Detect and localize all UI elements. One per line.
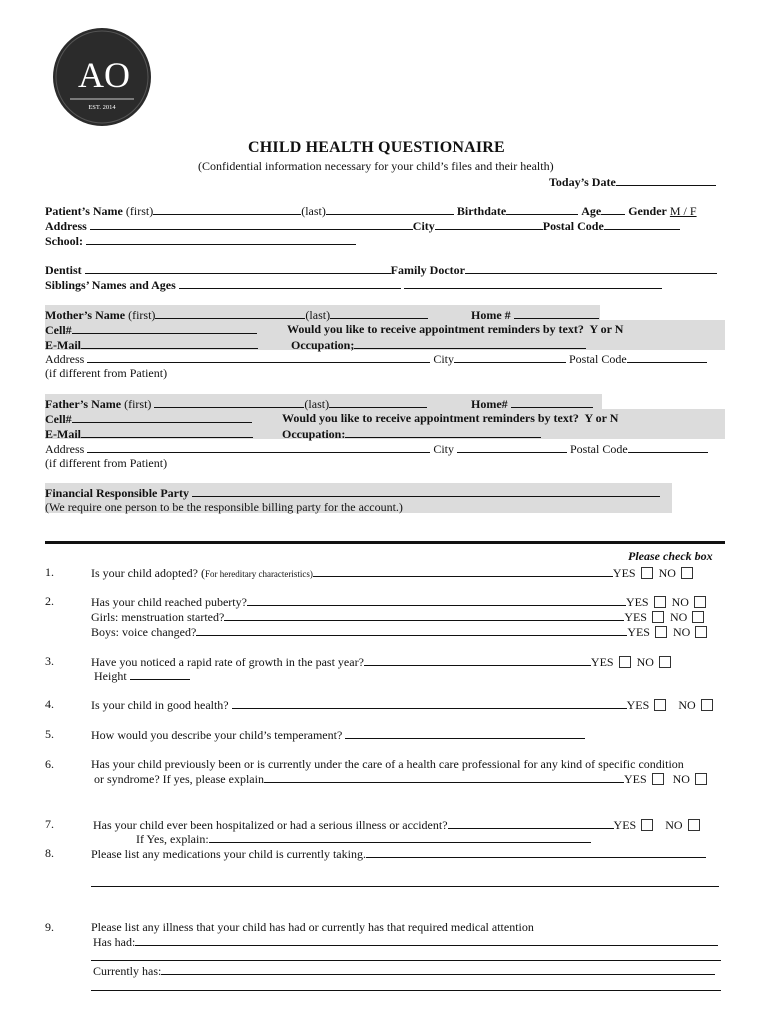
q9-had-input[interactable] xyxy=(135,934,718,946)
q7-no-label: NO xyxy=(665,818,683,832)
q7-number: 7. xyxy=(45,817,54,831)
mother-last-input[interactable] xyxy=(330,307,428,319)
q9-current-extra-line[interactable] xyxy=(91,990,721,991)
logo-monogram: AO xyxy=(78,55,130,95)
q9-current-row xyxy=(93,963,715,978)
q1-no-checkbox[interactable] xyxy=(681,567,693,579)
financial-row xyxy=(45,485,660,500)
q3-height-row xyxy=(94,668,190,683)
mother-address-note: (if different from Patient) xyxy=(45,366,168,380)
page-subtitle: (Confidential information necessary for your child’s files and their health) xyxy=(198,159,554,173)
q2-boys-text: Boys: voice changed? xyxy=(91,625,197,639)
q2-boys-row xyxy=(91,624,707,639)
siblings-input-2[interactable] xyxy=(404,277,662,289)
q9-had-row xyxy=(93,934,718,949)
q9-current-label: Currently has: xyxy=(93,964,162,978)
q2-boys-yes-label: YES xyxy=(627,625,650,639)
q3-no-checkbox[interactable] xyxy=(659,656,671,668)
q2-number: 2. xyxy=(45,594,54,608)
q7-explain-input[interactable] xyxy=(209,831,591,843)
school-input[interactable] xyxy=(86,233,356,245)
father-postal-input[interactable] xyxy=(628,441,708,453)
patient-postal-input[interactable] xyxy=(604,218,680,230)
father-city-input[interactable] xyxy=(457,441,567,453)
birthdate-label: Birthdate xyxy=(456,204,507,218)
mother-home-label: Home # xyxy=(471,308,511,322)
mother-occupation-field xyxy=(291,337,586,352)
q2-no-label: NO xyxy=(671,595,689,609)
father-cell-label: Cell# xyxy=(45,412,72,426)
q6-no-checkbox[interactable] xyxy=(695,773,707,785)
father-occupation-label: Occupation: xyxy=(282,427,346,441)
q7-text: Has your child ever been hospitalized or had a serious illness or accident? xyxy=(93,818,448,832)
q7-explain-label: If Yes, explain: xyxy=(136,832,209,846)
q4-no-label: NO xyxy=(678,698,696,712)
q3-height-label: Height xyxy=(94,669,127,683)
q5-text: How would you describe your child’s temperament? xyxy=(91,728,343,742)
q7-no-checkbox[interactable] xyxy=(688,819,700,831)
clinic-logo xyxy=(52,27,152,127)
father-last-input[interactable] xyxy=(329,396,427,408)
q2-girls-yes-checkbox[interactable] xyxy=(652,611,664,623)
q4-row xyxy=(91,697,713,712)
mother-home-field xyxy=(471,307,599,322)
q6-yes-checkbox[interactable] xyxy=(652,773,664,785)
q8-input[interactable] xyxy=(366,846,706,858)
father-address-row xyxy=(45,441,708,456)
q9-had-extra-line[interactable] xyxy=(91,960,721,961)
father-reminder-options[interactable]: Y or N xyxy=(584,411,619,425)
dentist-row xyxy=(45,262,717,277)
q9-current-input[interactable] xyxy=(161,963,715,975)
financial-note: (We require one person to be the responsible billing party for the account.) xyxy=(45,500,403,514)
q4-yes-checkbox[interactable] xyxy=(654,699,666,711)
father-first-label: (first) xyxy=(124,397,152,411)
mother-occupation-label: Occupation; xyxy=(291,338,355,352)
patient-last-input[interactable] xyxy=(326,203,454,215)
gender-options[interactable]: M / F xyxy=(669,204,697,218)
q8-row xyxy=(91,846,706,861)
q3-text: Have you noticed a rapid rate of growth in the past year? xyxy=(91,655,364,669)
father-name-row xyxy=(45,396,427,411)
patient-city-label: City xyxy=(412,219,435,233)
q1-note: For hereditary characteristics) xyxy=(204,569,313,579)
patient-name-row xyxy=(45,203,697,218)
financial-input[interactable] xyxy=(192,485,660,497)
q2-boys-no-checkbox[interactable] xyxy=(695,626,707,638)
q2-boys-yes-checkbox[interactable] xyxy=(655,626,667,638)
mother-occupation-input[interactable] xyxy=(354,337,586,349)
father-home-field xyxy=(471,396,593,411)
q6-text-2: or syndrome? If yes, please explain xyxy=(94,772,264,786)
q2-girls-no-label: NO xyxy=(669,610,688,624)
father-email-field xyxy=(45,426,253,441)
logo-est: EST. 2014 xyxy=(88,104,116,111)
q5-number: 5. xyxy=(45,727,54,741)
q1-yes-label: YES xyxy=(612,566,636,580)
q9-had-label: Has had: xyxy=(93,935,136,949)
q8-text: Please list any medications your child is currently taking. xyxy=(91,847,366,861)
q3-row xyxy=(91,654,671,669)
patient-name-label: Patient’s Name xyxy=(45,204,123,218)
dentist-label: Dentist xyxy=(45,263,82,277)
mother-first-label: (first) xyxy=(128,308,156,322)
siblings-input[interactable] xyxy=(179,277,401,289)
q4-text: Is your child in good health? xyxy=(91,698,229,712)
q6-text: Has your child previously been or is currently under the care of a health care professional for any kind of specific condition xyxy=(91,757,684,771)
mother-name-row xyxy=(45,307,428,322)
q2-yes-checkbox[interactable] xyxy=(654,596,666,608)
father-occupation-field xyxy=(282,426,541,441)
age-label: Age xyxy=(581,204,602,218)
age-input[interactable] xyxy=(601,203,625,215)
patient-address-input[interactable] xyxy=(90,218,413,230)
q2-boys-no-label: NO xyxy=(672,625,691,639)
father-email-input[interactable] xyxy=(81,426,253,438)
father-last-label: (last) xyxy=(304,397,330,411)
mother-postal-input[interactable] xyxy=(627,351,707,363)
q7-yes-label: YES xyxy=(613,818,637,832)
mother-reminder-options[interactable]: Y or N xyxy=(589,322,624,336)
father-address-label: Address xyxy=(45,442,85,456)
q2-girls-text: Girls: menstruation started? xyxy=(91,610,225,624)
father-city-label: City xyxy=(433,442,454,456)
father-occupation-input[interactable] xyxy=(345,426,541,438)
mother-email-field xyxy=(45,337,258,352)
mother-address-row xyxy=(45,351,707,366)
q3-no-label: NO xyxy=(636,655,654,669)
mother-first-input[interactable] xyxy=(155,307,305,319)
q2-no-checkbox[interactable] xyxy=(694,596,706,608)
mother-city-input[interactable] xyxy=(454,351,566,363)
q2-girls-row xyxy=(91,609,704,624)
mother-city-label: City xyxy=(433,352,454,366)
q5-input[interactable] xyxy=(345,727,585,739)
q3-yes-checkbox[interactable] xyxy=(619,656,631,668)
check-box-instruction: Please check box xyxy=(628,549,713,563)
q1-text: Is your child adopted? ( xyxy=(91,566,205,580)
patient-address-row xyxy=(45,218,680,233)
todays-date-field[interactable] xyxy=(549,174,716,189)
father-reminder-question: Would you like to receive appointment reminders by text? xyxy=(282,411,579,425)
mother-email-input[interactable] xyxy=(81,337,258,349)
patient-last-label: (last) xyxy=(301,204,326,218)
q2-text: Has your child reached puberty? xyxy=(91,595,247,609)
birthdate-input[interactable] xyxy=(506,203,578,215)
father-postal-label: Postal Code xyxy=(570,442,628,456)
mother-reminder-row xyxy=(287,322,623,336)
patient-city-input[interactable] xyxy=(435,218,543,230)
q8-number: 8. xyxy=(45,846,54,860)
q1-row xyxy=(91,565,693,581)
school-row xyxy=(45,233,356,248)
page-title: CHILD HEALTH QUESTIONAIRE xyxy=(248,139,505,156)
q1-yes-checkbox[interactable] xyxy=(641,567,653,579)
mother-address-label: Address xyxy=(45,352,85,366)
q2-yes-label: YES xyxy=(625,595,649,609)
mother-cell-field xyxy=(45,322,257,337)
q1-number: 1. xyxy=(45,565,54,579)
father-address-note: (if different from Patient) xyxy=(45,456,168,470)
mother-address-input[interactable] xyxy=(87,351,430,363)
q7-row xyxy=(93,817,700,832)
family-doctor-label: Family Doctor xyxy=(390,263,465,277)
mother-home-input[interactable] xyxy=(514,307,599,319)
patient-postal-label: Postal Code xyxy=(542,219,604,233)
q6-number: 6. xyxy=(45,757,54,771)
siblings-label: Siblings’ Names and Ages xyxy=(45,278,176,292)
mother-last-label: (last) xyxy=(305,308,331,322)
patient-address-label: Address xyxy=(45,219,87,233)
q6-yes-label: YES xyxy=(623,772,647,786)
q9-number: 9. xyxy=(45,920,54,934)
siblings-row xyxy=(45,277,662,292)
father-cell-field xyxy=(45,411,252,426)
todays-date-label: Today’s Date xyxy=(549,175,616,189)
mother-email-label: E-Mail xyxy=(45,338,81,352)
father-reminder-row xyxy=(282,411,618,425)
q5-row xyxy=(91,727,585,742)
q9-text: Please list any illness that your child has had or currently has that required medical attention xyxy=(91,920,534,934)
gender-label: Gender xyxy=(628,204,667,218)
q1-no-label: NO xyxy=(658,566,676,580)
patient-first-input[interactable] xyxy=(153,203,301,215)
q3-yes-label: YES xyxy=(590,655,614,669)
father-name-label: Father’s Name xyxy=(45,397,122,411)
mother-cell-label: Cell# xyxy=(45,323,72,337)
section-divider xyxy=(45,541,725,544)
father-address-input[interactable] xyxy=(87,441,430,453)
father-email-label: E-Mail xyxy=(45,427,81,441)
q3-height-input[interactable] xyxy=(130,668,190,680)
q4-number: 4. xyxy=(45,697,54,711)
mother-postal-label: Postal Code xyxy=(569,352,627,366)
q2-girls-yes-label: YES xyxy=(624,610,647,624)
dentist-input[interactable] xyxy=(85,262,391,274)
father-home-input[interactable] xyxy=(511,396,593,408)
patient-first-label: (first) xyxy=(125,204,154,218)
mother-name-label: Mother’s Name xyxy=(45,308,126,322)
father-first-input[interactable] xyxy=(154,396,304,408)
mother-cell-input[interactable] xyxy=(72,322,257,334)
q8-extra-line[interactable] xyxy=(91,886,719,887)
father-cell-input[interactable] xyxy=(72,411,252,423)
q7-yes-checkbox[interactable] xyxy=(641,819,653,831)
q4-yes-label: YES xyxy=(626,698,650,712)
financial-label: Financial Responsible Party xyxy=(45,486,190,500)
family-doctor-input[interactable] xyxy=(465,262,717,274)
q3-number: 3. xyxy=(45,654,54,668)
q4-no-checkbox[interactable] xyxy=(701,699,713,711)
q2-girls-no-checkbox[interactable] xyxy=(692,611,704,623)
q7-explain-row xyxy=(136,831,591,846)
school-label: School: xyxy=(45,234,84,248)
mother-reminder-question: Would you like to receive appointment reminders by text? xyxy=(287,322,584,336)
father-home-label: Home# xyxy=(471,397,508,411)
q6-row xyxy=(94,771,707,786)
q2-row xyxy=(91,594,706,609)
q6-no-label: NO xyxy=(672,772,690,786)
